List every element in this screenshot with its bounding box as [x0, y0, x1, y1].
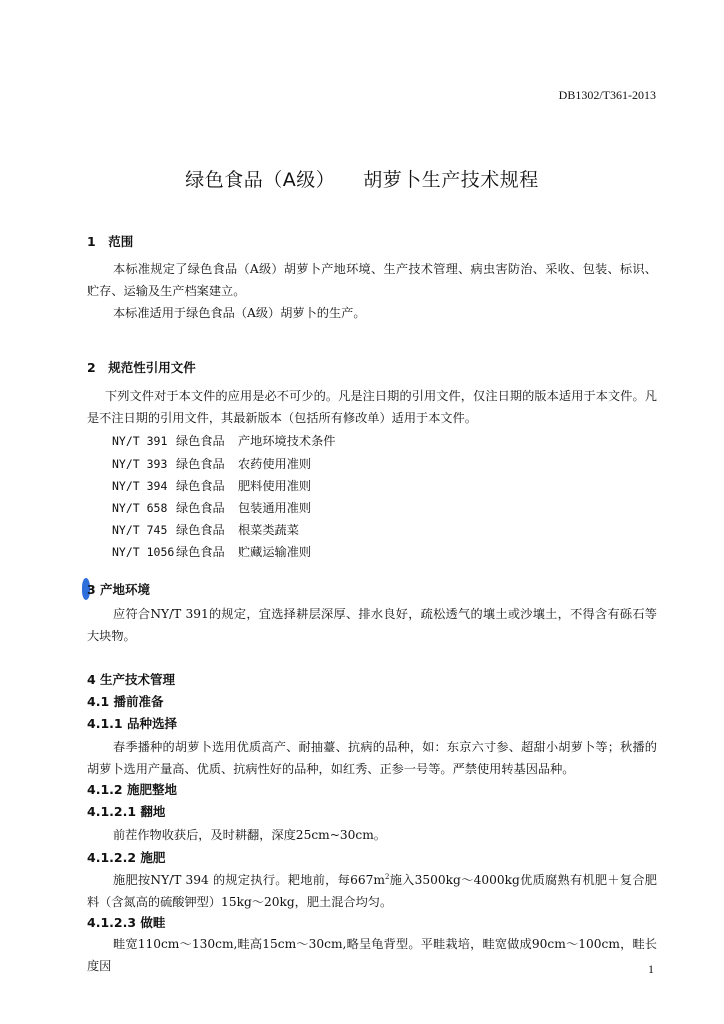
section-1-paragraph-1: 本标准规定了绿色食品（A级）胡萝卜产地环境、生产技术管理、病虫害防治、采收、包装、标识、贮存、运输及生产档案建立。: [87, 262, 657, 298]
title-part-2: 胡萝卜生产技术规程: [363, 169, 539, 191]
reference-item: NY/T 393 绿色食品 农药使用准则: [112, 457, 312, 471]
section-4-1-1-heading: 4.1.1 品种选择: [87, 716, 177, 731]
section-1-heading: 1 范围: [87, 234, 134, 249]
section-4-1-2-2-heading: 4.1.2.2 施肥: [87, 850, 166, 865]
section-4-1-1-paragraph: 春季播种的胡萝卜选用优质高产、耐抽薹、抗病的品种，如：东京六寸参、超甜小胡萝卜等；秋播的胡萝卜选用产量高、优质、抗病性好的品种，如红秀、正参一号等。严禁使用转基因品种。: [87, 740, 657, 776]
section-4-1-heading: 4.1 播前准备: [87, 694, 164, 709]
section-4-1-2-2-paragraph: 施肥按NY/T 394 的规定执行。耙地前，每$667m^2$施入3500kg～4000kg优质腐熟有机肥＋复合肥料（含氮高的硫酸钾型）15kg～20kg，肥土混合均匀。: [87, 873, 657, 910]
section-4-1-2-3-paragraph: 畦宽110cm～130cm,畦高15cm～30cm,略呈龟背型。平畦栽培，畦宽做成90cm～100cm，畦长度因: [87, 937, 657, 973]
reference-item: NY/T 745 绿色食品 根菜类蔬菜: [112, 523, 299, 537]
section-4-1-2-heading: 4.1.2 施肥整地: [87, 782, 177, 797]
section-4-1-2-3-heading: 4.1.2.3 做畦: [87, 915, 166, 930]
reference-item: NY/T 1056 绿色食品 贮藏运输准则: [112, 545, 312, 559]
document-code: DB1302/T361-2013: [558, 88, 656, 102]
section-3-heading: 3 产地环境: [87, 582, 151, 597]
page-number: 1: [648, 962, 654, 976]
section-2-paragraph-1: 下列文件对于本文件的应用是必不可少的。凡是注日期的引用文件，仅注日期的版本适用于本文件。凡是不注日期的引用文件，其最新版本（包括所有修改单）适用于本文件。: [87, 389, 657, 425]
section-1-paragraph-2: 本标准适用于绿色食品（A级）胡萝卜的生产。: [113, 306, 366, 320]
section-4-heading: 4 生产技术管理: [87, 672, 176, 687]
reference-item: NY/T 394 绿色食品 肥料使用准则: [112, 479, 312, 493]
title-part-1: 绿色食品（A级）: [185, 169, 336, 191]
reference-item: NY/T 658 绿色食品 包装通用准则: [112, 501, 312, 515]
section-2-heading: 2 规范性引用文件: [87, 360, 196, 375]
section-4-1-2-1-paragraph: 前茬作物收获后，及时耕翻，深度25cm~30cm。: [113, 828, 386, 842]
section-4-1-2-1-heading: 4.1.2.1 翻地: [87, 804, 166, 819]
section-3-paragraph-1: 应符合NY/T 391的规定，宜选择耕层深厚、排水良好，疏松透气的壤土或沙壤土，不得含有砾石等大块物。: [87, 607, 657, 643]
reference-item: NY/T 391 绿色食品 产地环境技术条件: [112, 434, 336, 448]
document-title: [0, 165, 724, 192]
